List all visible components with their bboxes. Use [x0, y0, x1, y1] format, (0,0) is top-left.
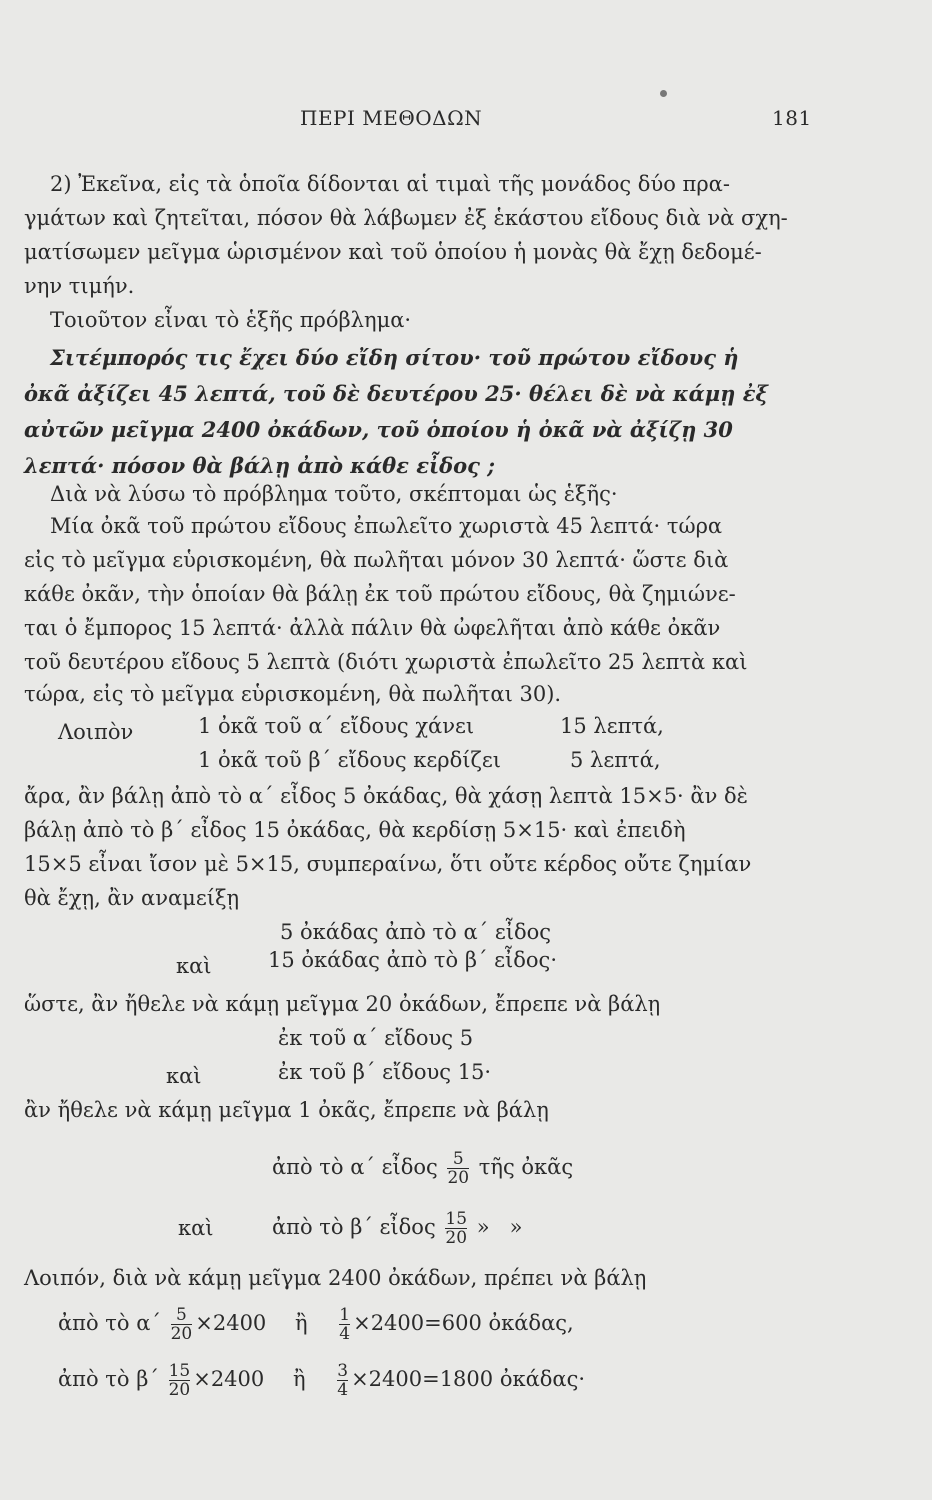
result-line — [58, 1352, 585, 1406]
fraction-denominator: 20 — [168, 1380, 191, 1400]
text-line: τώρα, εἰς τὸ μεῖγμα εὑρισκομένη, θὰ πωλῆται 30). — [24, 682, 562, 706]
text-line: θὰ ἔχῃ, ἂν αναμείξῃ — [24, 886, 240, 910]
fraction-numerator: 15 — [168, 1361, 191, 1381]
fraction — [339, 1306, 350, 1343]
or-word: ἢ — [292, 1367, 306, 1391]
fraction-suffix: τῆς ὀκᾶς — [478, 1155, 574, 1179]
problem-line: λεπτά· πόσον θὰ βάλῃ ἀπὸ κάθε εἶδος ; — [24, 453, 496, 478]
text-line: Λοιπόν, διὰ νὰ κάμῃ μεῖγμα 2400 ὀκάδων, πρέπει νὰ βάλῃ — [24, 1266, 647, 1290]
fraction — [447, 1150, 469, 1187]
mixture-line: 5 ὀκάδας ἀπὸ τὸ α΄ εἶδος — [280, 920, 552, 944]
mixture-line: 15 ὀκάδας ἀπὸ τὸ β΄ εἶδος· — [268, 948, 557, 972]
running-header: ΠΕΡΙ ΜΕΘΟΔΩΝ — [300, 106, 483, 130]
text-line: 15×5 εἶναι ἴσον μὲ 5×15, συμπεραίνω, ὅτι οὔτε κέρδος οὔτε ζημίαν — [24, 852, 752, 876]
text-line: τοῦ δευτέρου εἴδους 5 λεπτὰ (διότι χωριστὰ ἐπωλεῖτο 25 λεπτὰ καὶ — [24, 650, 748, 674]
mixture-line: ἐκ τοῦ α΄ εἴδους 5 — [278, 1026, 474, 1050]
fraction — [169, 1362, 191, 1399]
comparison-right: 15 λεπτά, — [560, 714, 664, 738]
text-line: ἄρα, ἂν βάλῃ ἀπὸ τὸ α΄ εἶδος 5 ὀκάδας, θὰ χάσῃ λεπτὰ 15×5· ἂν δὲ — [24, 784, 748, 808]
text-line: κάθε ὀκᾶν, τὴν ὁποίαν θὰ βάλῃ ἐκ τοῦ πρώτου εἴδους, θὰ ζημιώνε- — [24, 582, 736, 606]
fraction-denominator: 20 — [445, 1228, 468, 1248]
text-line: Τοιοῦτον εἶναι τὸ ἑξῆς πρόβλημα· — [50, 308, 412, 332]
fraction — [445, 1210, 467, 1247]
fraction-numerator: 1 — [339, 1305, 351, 1325]
text-line: γμάτων καὶ ζητεῖται, πόσον θὰ λάβωμεν ἐξ ἑκάστου εἴδους διὰ νὰ σχη- — [24, 206, 788, 230]
fraction-line — [272, 1200, 522, 1254]
text-line: Διὰ νὰ λύσω τὸ πρόβλημα τοῦτο, σκέπτομαι ὡς ἑξῆς· — [50, 482, 618, 506]
ink-speck — [660, 90, 667, 97]
result-prefix: ἀπὸ τὸ β΄ — [58, 1367, 159, 1391]
text-line: βάλῃ ἀπὸ τὸ β΄ εἶδος 15 ὀκάδας, θὰ κερδίσῃ 5×15· καὶ ἐπειδὴ — [24, 818, 686, 842]
text-line: ἂν ἤθελε νὰ κάμῃ μεῖγμα 1 ὀκᾶς, ἔπρεπε νὰ βάλῃ — [24, 1098, 549, 1122]
fraction-denominator: 4 — [337, 1380, 349, 1400]
problem-line: αὐτῶν μεῖγμα 2400 ὀκάδων, τοῦ ὁποίου ἡ ὀκᾶ νὰ ἀξίζῃ 30 — [24, 417, 733, 442]
fraction-denominator: 20 — [447, 1168, 470, 1188]
multiplier: ×2400 — [193, 1367, 265, 1391]
problem-line: ὀκᾶ ἀξίζει 45 λεπτά, τοῦ δὲ δευτέρου 25· θέλει δὲ νὰ κάμῃ ἐξ — [24, 381, 768, 406]
multiplier: ×2400 — [195, 1311, 267, 1335]
text-line: ται ὁ ἔμπορος 15 λεπτά· ἀλλὰ πάλιν θὰ ὠφελῆται ἀπὸ κάθε ὀκᾶν — [24, 616, 721, 640]
result-prefix: ἀπὸ τὸ α΄ — [58, 1311, 161, 1335]
or-word: ἢ — [294, 1311, 308, 1335]
problem-line: Σιτέμπορός τις ἔχει δύο εἴδη σίτου· τοῦ πρώτου εἴδους ἡ — [50, 345, 739, 370]
result-line — [58, 1296, 574, 1350]
fraction-numerator: 5 — [176, 1305, 187, 1325]
fraction-denominator: 4 — [339, 1324, 351, 1344]
text-line: εἰς τὸ μεῖγμα εὑρισκομένη, θὰ πωλῆται μόνον 30 λεπτά· ὥστε διὰ — [24, 548, 729, 572]
fraction-numerator: 15 — [445, 1209, 468, 1229]
fraction-prefix: ἀπὸ τὸ α΄ εἶδος — [272, 1155, 438, 1179]
kai-word: καὶ — [176, 954, 212, 978]
fraction — [171, 1306, 193, 1343]
fraction-prefix: ἀπὸ τὸ β΄ εἶδος — [272, 1215, 436, 1239]
fraction — [337, 1362, 348, 1399]
mixture-line: ἐκ τοῦ β΄ εἴδους 15· — [278, 1060, 492, 1084]
text-line: Μία ὀκᾶ τοῦ πρώτου εἴδους ἐπωλεῖτο χωριστὰ 45 λεπτά· τώρα — [50, 514, 723, 538]
lead-word: Λοιπὸν — [58, 720, 134, 744]
comparison-right: 5 λεπτά, — [570, 748, 661, 772]
text-line: 2) Ἐκεῖνα, εἰς τὰ ὁποῖα δίδονται αἱ τιμαὶ τῆς μονάδος δύο πρα- — [50, 172, 730, 196]
text-line: ματίσωμεν μεῖγμα ὡρισμένον καὶ τοῦ ὁποίου ἡ μονὰς θὰ ἔχῃ δεδομέ- — [24, 240, 762, 264]
fraction-numerator: 3 — [337, 1361, 349, 1381]
comparison-left: 1 ὀκᾶ τοῦ β΄ εἴδους κερδίζει — [198, 748, 502, 772]
text-line: ὥστε, ἂν ἤθελε νὰ κάμῃ μεῖγμα 20 ὀκάδων, ἔπρεπε νὰ βάλῃ — [24, 992, 661, 1016]
page-number: 181 — [772, 106, 812, 130]
result-suffix: ×2400=600 ὀκάδας, — [353, 1311, 574, 1335]
text-line: νην τιμήν. — [24, 274, 135, 298]
ditto-marks: » » — [476, 1215, 523, 1239]
fraction-line — [272, 1140, 573, 1194]
kai-word: καὶ — [178, 1216, 214, 1240]
fraction-numerator: 5 — [452, 1149, 464, 1169]
kai-word: καὶ — [166, 1064, 202, 1088]
result-suffix: ×2400=1800 ὀκάδας· — [351, 1367, 586, 1391]
fraction-denominator: 20 — [170, 1324, 193, 1344]
comparison-left: 1 ὀκᾶ τοῦ α΄ εἴδους χάνει — [198, 714, 475, 738]
